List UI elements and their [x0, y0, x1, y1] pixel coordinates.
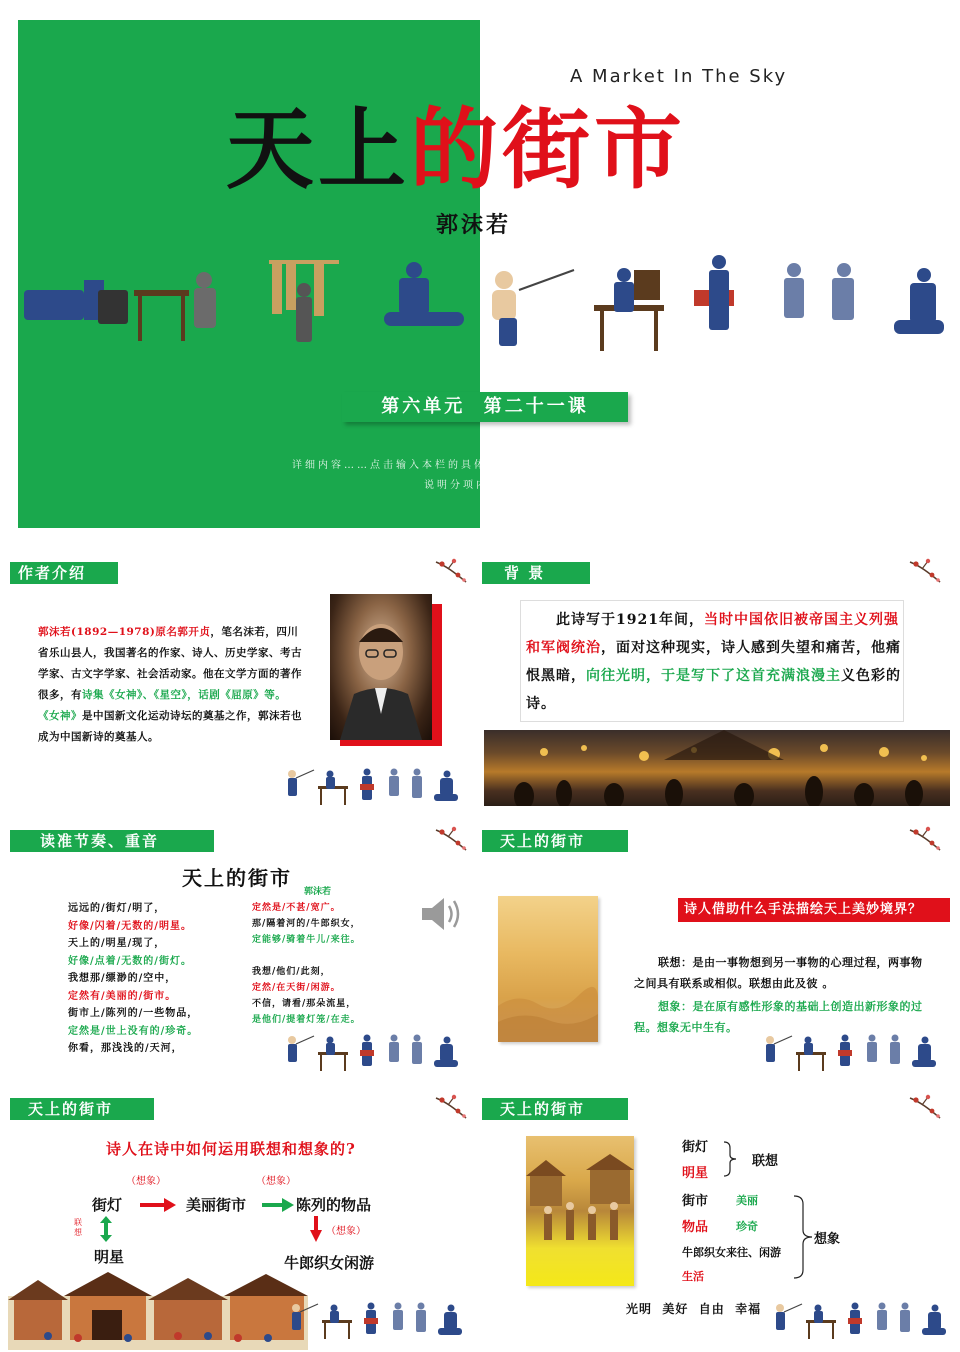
- summary-tag: 天上的街市: [482, 1098, 628, 1120]
- plum-branch-icon: [434, 826, 468, 852]
- poem-line: 远远的/街灯/明了，: [68, 903, 166, 914]
- poem-line: 天上的/明星/现了，: [68, 938, 166, 949]
- poem-author: 郭沫若: [304, 887, 332, 897]
- poem-line: 那/隔着河的/牛郎织女，: [252, 919, 361, 929]
- hero-title: [226, 100, 686, 200]
- summary-slide: [482, 1088, 960, 1352]
- background-slide: [482, 552, 960, 814]
- node-cowherd-weaver: 牛郎织女闲游: [284, 1254, 375, 1272]
- author-portrait: [330, 594, 432, 740]
- author-tag: 作者介绍: [10, 562, 118, 584]
- poem-left-column: [68, 900, 198, 1058]
- rhythm-slide: [0, 820, 475, 1082]
- rhythm-tag: 读准节奏、重音: [10, 830, 214, 852]
- poem-line: 定然有/美丽的/街市。: [68, 990, 177, 1002]
- poem-line: 是他们/提着灯笼/在走。: [252, 1015, 361, 1025]
- poem-line: 街市上/陈列的/一些物品，: [68, 1008, 199, 1019]
- plum-branch-icon: [434, 558, 468, 584]
- imagination-definition: 想象：是在原有感性形象的基础上创造出新形象的过程。想象无中生有。: [634, 1000, 923, 1034]
- background-text: [526, 606, 902, 718]
- hero-subtitle-en: A Market In The Sky: [570, 66, 788, 87]
- group2-goods-adj: 珍奇: [736, 1220, 758, 1233]
- speaker-icon[interactable]: [416, 892, 464, 936]
- parchment-image: [498, 896, 598, 1042]
- market-figures-strip: [286, 1298, 466, 1342]
- poem-line: 定然是/不甚/宽广。: [252, 903, 341, 913]
- label-imagine-3: （想象）: [326, 1226, 366, 1237]
- plum-branch-icon: [908, 826, 942, 852]
- arrow-right-red-icon: [140, 1198, 176, 1212]
- market-figures-strip: [282, 764, 462, 808]
- market-figures-illustration: [14, 250, 954, 360]
- brace-icon: [792, 1194, 814, 1280]
- hero-unit-label: 第六单元 第二十一课: [381, 396, 589, 417]
- arrow-updown-green-icon: [100, 1216, 112, 1242]
- poem-line: 好像/点着/无数的/街灯。: [68, 955, 192, 967]
- poem-right-column-a: [252, 900, 361, 948]
- market-figures-strip: [760, 1030, 940, 1074]
- poem-line: 定然是/世上没有的/珍奇。: [68, 1025, 199, 1037]
- summary-keywords: 光明 美好 自由 幸福: [626, 1302, 762, 1316]
- group2-cowherd: 牛郎织女来往、闲游: [682, 1246, 781, 1259]
- poem-line: 定然/在天街/闲游。: [252, 983, 341, 993]
- poem-line: 我想那/缥渺的/空中，: [68, 973, 177, 984]
- poem-line: 你看，那浅浅的/天河，: [68, 1043, 183, 1054]
- author-bio-p1: ，笔名沫若，四川省乐山县人，我国著名的作家、诗人、历史学家、考古学家、古文字学家、社会活动家。他在文学方面的著作很多，有: [38, 626, 302, 701]
- node-beautiful-market: 美丽街市: [186, 1196, 247, 1214]
- group2-life: 生活: [682, 1270, 704, 1283]
- group1-label: 联想: [752, 1154, 779, 1169]
- usage-question: 诗人在诗中如何运用联想和想象的?: [106, 1140, 356, 1158]
- technique-question: 诗人借助什么手法描绘天上美妙境界？: [684, 902, 923, 917]
- poem-line: 定能够/骑着牛儿/来往。: [252, 935, 361, 945]
- group2-street: 街市: [682, 1194, 709, 1209]
- label-imagine-1: （想象）: [126, 1176, 166, 1187]
- poem-title: 天上的街市: [182, 866, 292, 890]
- poem-line: 我想/他们/此刻，: [252, 967, 331, 977]
- node-star: 明星: [94, 1248, 125, 1266]
- background-t-green: 向往光明，于是写下了这首充满浪漫主: [586, 668, 841, 684]
- author-bio-red: 郭沫若(1892—1978)原名郭开贞: [38, 626, 211, 638]
- brace-icon: [722, 1140, 738, 1178]
- hero-placeholder-line1[interactable]: 详细内容……点击输入本栏的具体文字，简明扼要的: [292, 460, 591, 471]
- group2-label: 想象: [814, 1232, 841, 1247]
- label-imagine-2: （想象）: [256, 1176, 296, 1187]
- association-definition: 联想：是由一事物想到另一事物的心理过程，两事物之间具有联系或相似。联想由此及彼 。: [634, 956, 923, 990]
- night-market-photo: [484, 730, 950, 806]
- market-figures-strip: [770, 1298, 950, 1342]
- usage-slide: [0, 1088, 475, 1352]
- arrow-right-green-icon: [262, 1198, 294, 1212]
- poem-line: 好像/闪着/无数的/明星。: [68, 920, 192, 932]
- background-tag: 背 景: [482, 562, 590, 584]
- hero-title-red: 的: [410, 98, 503, 201]
- plum-branch-icon: [908, 558, 942, 584]
- group2-street-adj: 美丽: [736, 1194, 758, 1207]
- background-t-red: 当时中国依旧被帝国主义列强和军阀统治: [526, 612, 899, 656]
- plum-branch-icon: [908, 1094, 942, 1120]
- node-displayed-goods: 陈列的物品: [296, 1196, 372, 1214]
- poem-right-column-b: [252, 964, 361, 1028]
- background-t2: ，面对这种现实，诗人感到失望和痛苦，他痛恨黑暗，: [526, 640, 901, 684]
- hero-title-black: 天上: [226, 98, 411, 201]
- technique-tag: 天上的街市: [482, 830, 628, 852]
- background-t3: 义色彩的诗。: [526, 668, 901, 712]
- author-bio-p2: 是中国新文化运动诗坛的奠基之作，郭沫若也成为中国新诗的奠基人。: [38, 710, 302, 743]
- market-figures-strip: [282, 1030, 462, 1074]
- group1-star: 明星: [682, 1166, 709, 1181]
- author-slide: [0, 552, 475, 814]
- group2-goods: 物品: [682, 1220, 709, 1235]
- ancient-street-illustration: [8, 1266, 308, 1350]
- label-association: 联想: [74, 1218, 82, 1237]
- hero-title-rest: 街市: [502, 98, 687, 201]
- hero-author: 郭沫若: [436, 212, 512, 238]
- node-streetlamp: 街灯: [92, 1196, 123, 1214]
- hero-placeholder-line2[interactable]: 说明分项内容。: [424, 480, 515, 491]
- hero-slide: [0, 0, 960, 540]
- background-t1: 此诗写于1921年间，: [556, 612, 704, 628]
- plum-branch-icon: [434, 1094, 468, 1120]
- poem-line: 不信，请看/那朵流星，: [252, 999, 357, 1009]
- technique-slide: [482, 820, 960, 1082]
- author-bio-green1: 诗集《女神》、《星空》，话剧《屈原》等。: [82, 689, 287, 701]
- celestial-market-painting: [526, 1136, 634, 1286]
- usage-tag: 天上的街市: [10, 1098, 154, 1120]
- author-bio: [38, 622, 302, 748]
- author-bio-green2: 《女神》: [38, 710, 82, 722]
- arrow-down-red-icon: [310, 1216, 322, 1242]
- group1-streetlamp: 街灯: [682, 1140, 709, 1155]
